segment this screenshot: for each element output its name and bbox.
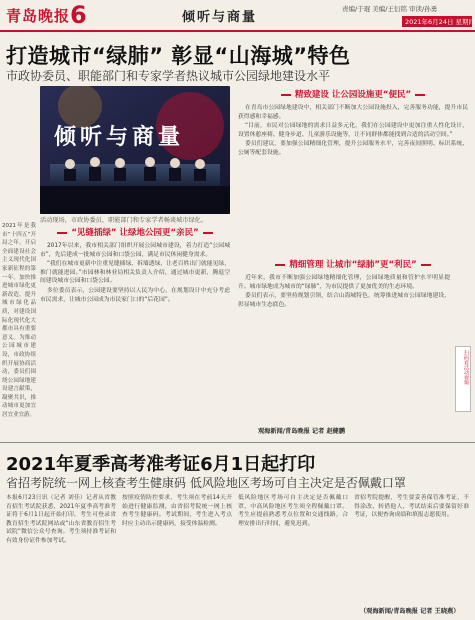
section2-title-text: 精致建设 让公园设施更“便民”	[294, 90, 412, 100]
section2-paragraph: “目前，市民对公园绿地的需求日益多元化，我们在公园建设中更加注重人性化设计，设置休憩座椅、健身步道、儿童游乐设施等，让不同群体都能找到合适的活动空间。”	[238, 123, 468, 138]
editors-line: 责编/于琨 美编/王衍铭 审读/孙勇	[342, 5, 438, 13]
section2-body	[238, 104, 468, 254]
title-bar-right	[415, 94, 425, 96]
intro-column: 2021年是我市“十四五”开局之年，开启全面建设社会主义现代化国家新征程的第一年。加快推进城市绿化更新改造，提升城市绿化品质，对建设国际化现代化大都市具有重要意义。为推动公园城市建设，市政协组织开展协商活动，委员们围绕公园绿地建设建言献策，凝聚共识，推动城市更加宜居宜业宜游。	[2, 223, 36, 419]
page-number: 6	[70, 1, 87, 29]
bottom-column-4: 省招考院提醒，考生要妥善保管准考证，不得涂改、转借他人，考试结束后要保留好准考证，以便查询成绩和填报志愿使用。	[354, 495, 469, 519]
article-separator	[0, 442, 475, 443]
photo-brand-text: 倾听与商量	[54, 124, 185, 150]
main-subhead: 市政协委员、职能部门和专家学者热议城市公园绿地建设水平	[6, 69, 331, 83]
title-bar-left	[275, 264, 285, 266]
bottom-column-2: 按照疫情防控要求，考生须在考前14天开始进行健康监测，由省招考院统一网上核查考生健康码。考试期间，考生进入考点时应主动出示健康码，接受体温检测。	[122, 495, 232, 527]
section2-title	[238, 88, 468, 102]
section1-paragraph: “我们在城市更新中注重见缝插绿、拆墙透绿，让老百姓出门就能见绿，推门就能进园。”市园林和林业局相关负责人介绍，通过城市更新，腾退空间建设城市公园和口袋公园。	[40, 261, 230, 285]
section3-title	[238, 258, 468, 272]
section3-title-text: 精细管理 让城市“绿肺”更“利民”	[289, 260, 417, 270]
section1-paragraph: 2017年以来，我市相关部门组织开展公园城市建设，着力打造“公园城市”，先后建成一批城市公园和口袋公园，满足市民休闲健身需求。	[40, 243, 230, 258]
title-bar-left	[281, 94, 291, 96]
section3-paragraph: 近年来，我市不断加强公园绿地精细化管理，公园绿地质量和管护水平明显提升。城市绿地成为城市的“绿肺”，为市民提供了更加优美的生态环境。	[238, 275, 450, 290]
qr-label: 扫码看活动视频	[463, 350, 469, 385]
section3-body	[238, 274, 450, 422]
masthead	[0, 0, 475, 32]
bottom-headline: 2021年夏季高考准考证6月1日起打印	[6, 454, 316, 475]
section3-paragraph: 委员们表示，要坚持规划引领，结合山海城特色，统筹推进城市公园绿地建设，彰显城市生态底色。	[238, 293, 450, 308]
section1-title	[40, 226, 230, 240]
section1-title-text: “见缝插绿” 让绿地公园更“亲民”	[71, 228, 199, 238]
photo-caption: 活动现场，市政协委员，职能部门和专家学者畅谈城市绿化。	[40, 217, 208, 224]
section3-byline: 观海新闻/青岛晚报 记者 赵健鹏	[258, 428, 346, 435]
main-headline: 打造城市“绿肺” 彰显“山海城”特色	[6, 44, 351, 68]
section-title: 倾听与商量	[182, 10, 258, 25]
event-photo	[40, 86, 230, 214]
title-bar-left	[57, 232, 67, 234]
title-bar-right	[421, 264, 431, 266]
section1-body	[40, 242, 230, 432]
title-bar-right	[203, 232, 213, 234]
bottom-column-1: 本报6月23日讯（记者 刘佳）记者从省教育招生考试院获悉，2021年夏季高考准考证将于6月1日起开始打印，考生可登录省教育招生考试院网站或“山东省教育招生考试院”微信公众号查询。考生须持准考证和有效身份证件参加考试。	[6, 495, 116, 544]
bottom-byline: （观海新闻/青岛晚报 记者 王晓燕）	[360, 608, 460, 615]
bottom-subhead: 省招考院统一网上核查考生健康码 低风险地区考场可自主决定是否佩戴口罩	[6, 476, 406, 490]
section2-paragraph: 委员们建议，要加强公园精细化管理，提升公园服务水平，完善夜间照明、标识系统、公厕等配套设施。	[238, 141, 468, 156]
date-band: 2021年6月24日 星期四	[402, 16, 472, 27]
section2-paragraph: 在青岛市公园绿地建设中，相关部门不断加大公园设施投入，完善服务功能，提升市民获得感和幸福感。	[238, 105, 468, 120]
newspaper-logo: 青岛晚报	[6, 7, 71, 25]
section1-paragraph: 多位委员表示，公园建设要坚持以人民为中心，在规划设计中充分考虑市民需求，让城市公园成为市民家门口的“后花园”。	[40, 287, 230, 303]
bottom-column-3: 低风险地区考场可自主决定是否佩戴口罩，中高风险地区考生须全程佩戴口罩。考生应提前熟悉考点位置和交通线路，合理安排出行时间，避免迟到。	[238, 495, 348, 527]
